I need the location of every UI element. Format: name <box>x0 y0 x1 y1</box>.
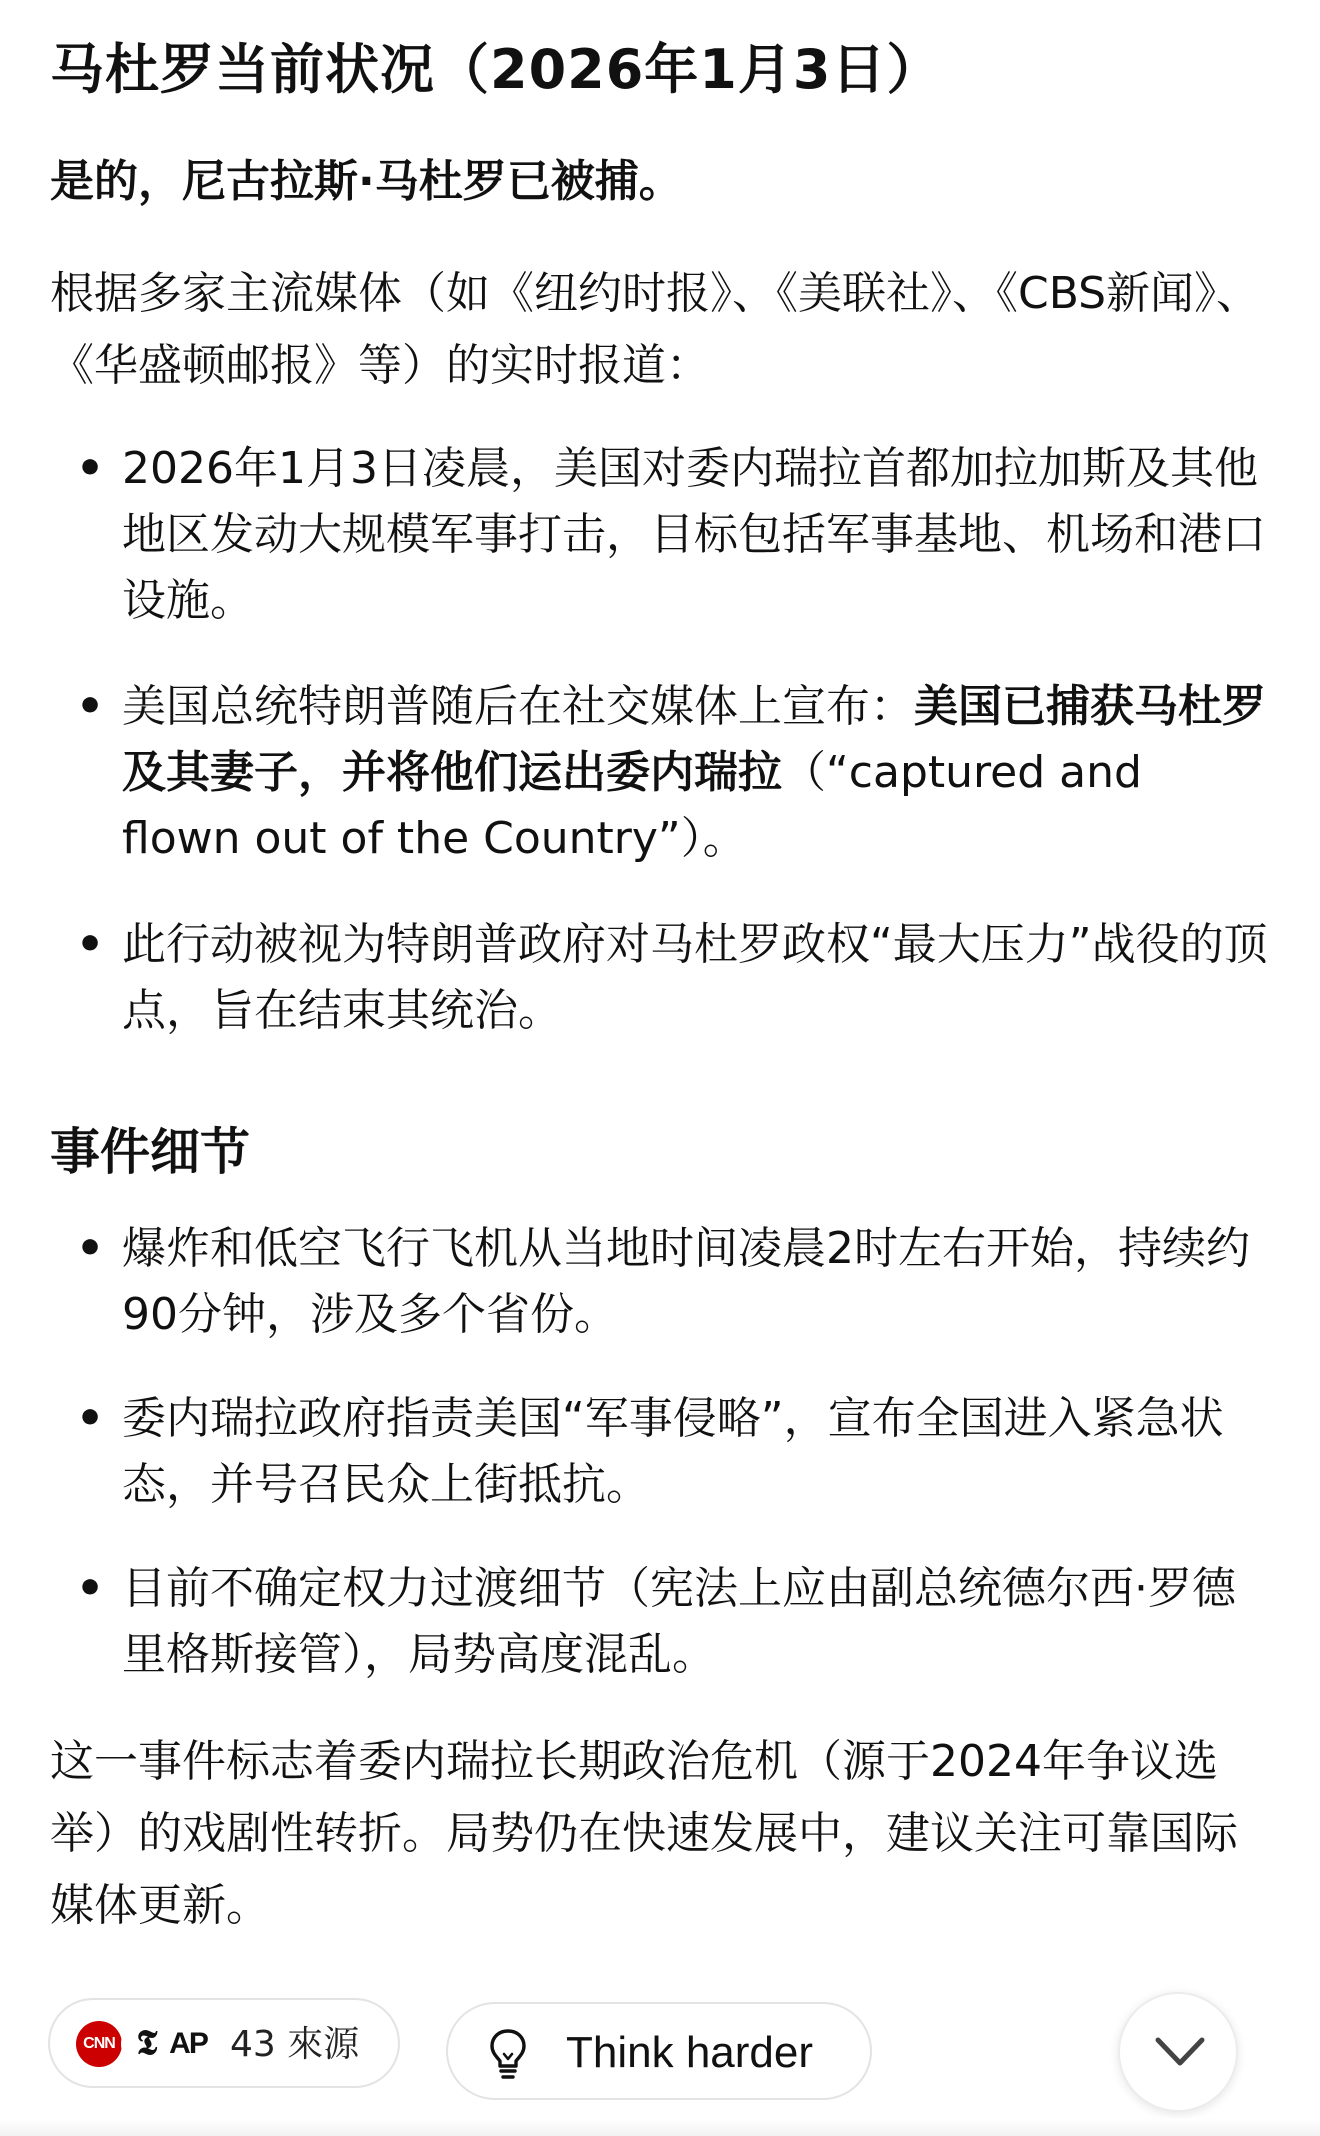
cnn-logo-icon: CNN <box>76 2021 122 2067</box>
bullet: • <box>76 1223 105 1274</box>
details-list <box>70 1216 1270 1726</box>
think-harder-button[interactable] <box>446 2002 872 2100</box>
closing-paragraph: 这一事件标志着委内瑞拉长期政治危机（源于2024年争议选举）的戏剧性转折。局势仍在快速发展中，建议关注可靠国际媒体更新。 <box>50 1736 1238 1931</box>
list-item-text: 爆炸和低空飞行飞机从当地时间凌晨2时左右开始，持续约90分钟，涉及多个省份。 <box>122 1223 1250 1340</box>
chevron-down-icon <box>1154 2034 1206 2070</box>
list-item <box>70 436 1270 634</box>
answer-lead: 是的，尼古拉斯·马杜罗已被捕。 <box>50 156 683 207</box>
ap-logo-icon: AP <box>158 2021 218 2067</box>
bullet: • <box>76 1563 105 1614</box>
list-item <box>70 912 1270 1044</box>
sources-count: 43 來源 <box>230 2024 360 2065</box>
list-item-text: 2026年1月3日凌晨，美国对委内瑞拉首都加拉加斯及其他地区发动大规模军事打击，目标包括军事基地、机场和港口设施。 <box>122 443 1266 626</box>
lightbulb-icon <box>488 2028 528 2080</box>
page-title: 马杜罗当前状况（2026年1月3日） <box>50 38 942 101</box>
list-item <box>70 1556 1270 1688</box>
list-item <box>70 1386 1270 1518</box>
bullet: • <box>76 443 105 494</box>
list-item-text: 委内瑞拉政府指责美国“军事侵略”，宣布全国进入紧急状态，并号召民众上街抵抗。 <box>122 1393 1224 1510</box>
bullet: • <box>76 919 105 970</box>
expand-button[interactable] <box>1118 1992 1238 2112</box>
list-item-text-tail: （“captured and flown out of the Country”）。 <box>122 747 1142 864</box>
sources-button[interactable] <box>48 1998 400 2088</box>
list-item-text: 目前不确定权力过渡细节（宪法上应由副总统德尔西·罗德里格斯接管），局势高度混乱。 <box>122 1563 1236 1680</box>
bullet: • <box>76 681 105 732</box>
list-item-text <box>122 681 1266 864</box>
section-heading: 事件细节 <box>50 1123 250 1181</box>
think-harder-label: Think harder <box>566 2028 814 2077</box>
bottom-divider <box>0 2118 1320 2136</box>
list-item-text-lead: 美国总统特朗普随后在社交媒体上宣布： <box>122 681 914 732</box>
list-item <box>70 674 1270 872</box>
list-item-text: 此行动被视为特朗普政府对马杜罗政权“最大压力”战役的顶点，旨在结束其统治。 <box>122 919 1268 1036</box>
list-item-text-bold: 美国已捕获马杜罗及其妻子，并将他们运出委内瑞拉 <box>122 681 1266 798</box>
intro-paragraph: 根据多家主流媒体（如《纽约时报》、《美联社》、《CBS新闻》、《华盛顿邮报》等）的实时报道： <box>50 268 1261 391</box>
bullet: • <box>76 1393 105 1444</box>
list-item <box>70 1216 1270 1348</box>
nyt-logo-icon: 𝕿 <box>124 2021 170 2067</box>
report-list <box>70 436 1270 1084</box>
